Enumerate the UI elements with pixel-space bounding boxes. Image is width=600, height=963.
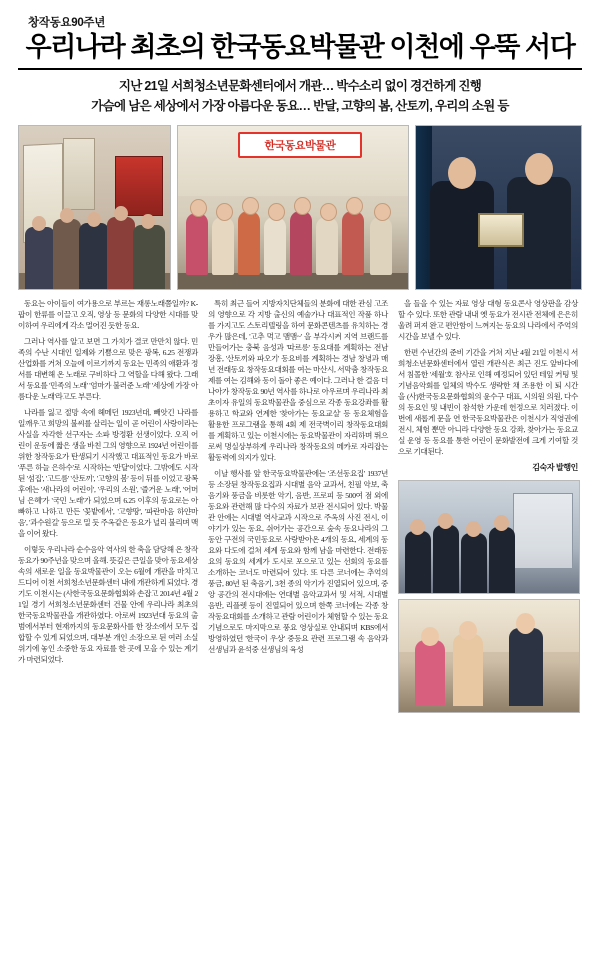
child-head	[320, 203, 337, 221]
person-head	[87, 212, 101, 227]
man-head	[410, 519, 425, 535]
child-figure	[186, 213, 208, 275]
person-figure	[79, 223, 109, 289]
stage-floor	[178, 273, 408, 289]
child-figure	[415, 640, 445, 706]
person-figure	[107, 217, 135, 289]
museum-banner-text: 한국동요박물관	[238, 132, 362, 158]
person-figure	[25, 227, 55, 289]
child-head	[242, 197, 259, 215]
child-figure	[342, 211, 364, 275]
man-figure	[405, 531, 431, 593]
child-head	[346, 197, 363, 215]
man-head-right	[525, 153, 553, 185]
child-head	[459, 621, 477, 640]
child-figure	[290, 211, 312, 275]
paragraph: 한편 수년간의 준비 기간을 거쳐 지난 4월 21일 이천시 서희청소년문화센터에서 열린 개관식은 최근 진도 앞바다에서 침몰한 '세월'호 참사로 인해 예정되어 있던 테잎 커팅 및 기념음악회를 일체의 박수도 생략한 채 조용한 이 퇴 시간을 (사)한국동요문화협회의 윤수구 대표, 시의원 의원, 다수의 동요인 및 내빈이 참석한 가운데 헌정으로 치러졌다. 이번에 새롭게 문을 연 한국동요박물관은 이천시가 직영권에 전시, 체험 뿐만 아니라 다양한 동요 강좌, 찾아가는 동요교실 운영 등 동요를 통한 어린이 문화발전에 크게 기여할 것으로 기대된다.	[398, 347, 578, 456]
man-head	[466, 521, 481, 537]
article-body	[18, 298, 582, 713]
paragraph: 특히 최근 들어 지방자치단체들의 분화에 대한 관심 고조의 영향으로 각 지방 출신의 예술가나 대표적인 작품 하나를 가지고도 스토리텔링을 하여 문화콘텐츠를 유치하는 경우가 많은데, '고추 먹고 맴맴~' 을 부각시켜 지역 브랜드를 만들어가는 충북 음성과 '따르릉' 동요대를 계획하는 전남 장흥, '산토끼와 파오기' 동요비를 계획하는 경남 창녕과 매년 전래동요 창작동요대회를 여는 마산시, 서막춤 창작동요제를 여는 김해와 동이 돌아 좋은 예이다. 그러나 한 걸음 더 나아가 창작동요 90년 역사를 하나로 아우르며 우리나라 최초이자 유일의 동요박물관을 중심으로 각종 동요강좌를 활용하고 학교와 연계한 '찾아가는 동요교실' 등 동요체험을 활용한 프로그램을 통해 4회 제 전국벽이리 창작동요대회를 계획하고 있는 이천시에는 동요박물관이 자리하며 뛰으로써 명실상부하게 우리나라 창작동요의 메카로 자리잡는 활동력에 의지가 있다.	[208, 298, 388, 462]
wall-banner-mid	[63, 138, 95, 210]
paragraph: 이렇듯 우리나라 순수음악 역사의 한 축을 담당해 온 창작동요가 90주년을 맞으며 올해. 뜻깊은 큰일을 맞아 동요세상속의 새로운 일을 동요박물관이 오는 6월에 개관을 마치고 드디어 이천 서희청소년문화센터 내에 개관하게 되었다. 경기도 이천시는 (사한국동요문화협회와 손잡고 2014년 4월 21일 경기 서희청소년문화센터 건물 안에 우리나라 최초의 한국동요박물관을 개관하였다. 아로써 1923년대 동요의 출범에서부터 현재까지의 동요문화사를 한 장소에서 모두 집합할 수 있게 되었으며, 대부분 개인 소장으로 된 여러 소실 위기에 놓인 소중한 동요 자료를 한 곳에 모을 수 있는 계기가 마련되었다.	[18, 544, 198, 664]
kicker-text: 창작동요90주년	[28, 17, 106, 29]
child-head	[421, 627, 439, 646]
article-column-1	[18, 298, 198, 713]
subhead-line-1: 지난 21일 서희청소년문화센터에서 개관… 박수소리 없이 경건하게 진행	[118, 79, 482, 94]
child-head	[374, 203, 391, 221]
child-figure	[238, 211, 260, 275]
child-figure	[370, 217, 392, 275]
byline: 김숙자 발행인	[532, 462, 578, 472]
person-head	[114, 206, 128, 221]
adult-head	[516, 613, 535, 634]
column-photos	[398, 480, 578, 713]
man-head	[494, 515, 509, 531]
man-figure	[433, 525, 459, 593]
child-figure	[316, 217, 338, 275]
photo-officials-touring-exhibit	[398, 480, 580, 594]
paragraph: 그러나 역사를 알고 보면 그 가치가 결코 만만치 않다. 민족의 수난 시대인 일제와 기쁨으로 맞은 광복, 6.25 전쟁과 산업화를 거쳐 오늘에 이르기까지 동요는 민족의 애환과 정서를 대변해 온 노래로 구비하다 그 역할을 다해 왔다. 그래서 동요를 '민족의 노래' '엄마가 불러준 노래' '세상에 가장 아름다운 노래'라고도 부른다.	[18, 336, 198, 401]
person-figure	[53, 219, 81, 289]
adult-figure	[509, 628, 543, 706]
photo-plaque-presentation	[415, 125, 582, 290]
photo-children-chorus-performance	[177, 125, 409, 290]
article-column-2	[208, 298, 388, 713]
display-case	[513, 493, 573, 569]
child-head	[190, 199, 207, 217]
man-head-left	[448, 157, 476, 189]
person-head	[60, 208, 74, 223]
child-figure	[264, 217, 286, 275]
paragraph: 동요는 아이들이 여가용으로 부르는 재롱노래쯤일까? K-팝이 한류를 이끌고 오직, 영상 등 문화의 다양한 시대를 맞이하여 우리에게 각소 멀어진 듯한 동요.	[18, 298, 198, 330]
subhead-line-2: 가슴에 남은 세상에서 가장 아름다운 동요… 반달, 고향의 봄, 산토끼, 우리의 소원 등	[91, 98, 509, 113]
man-figure	[489, 527, 515, 593]
person-head	[32, 216, 46, 231]
paragraph: 나라를 잃고 절망 속에 헤메던 1923년대, 빼앗긴 나라를 일깨우고 희망의 불씨를 살리는 일이 곧 어린이 사랑이라는 사실을 자각한 선구자는 소파 방정환 선생이었다. 오직 어린이 운동에 짧은 생을 바친 그의 영향으로 1924년 어린이를 위한 창작동요가 탄생되기 시작했고 대표적인 동요가 바로 '푸른 하늘 은하수'로 시작하는 '반달'이었다. 그밖에도 시작된 '섬집', '고드름' '산토끼', '고향의 봄' 등이 뒤를 이었고 광복 후에는 '새나라의 어린이', '우리의 소원', '즐거운 노래', '어머님 은혜'가 '국민 노래'가 되었으며 6.25 이후의 동요로는 아빠하고 나하고 만든 '꽃밭에서', '고향땅', '파란마음 하얀마음', '과수원길' 등으로 밀 듯 주옥같은 동요가 널리 불리며 맥을 이어 왔다.	[18, 407, 198, 538]
child-head	[294, 197, 311, 215]
article-column-3	[398, 298, 578, 713]
page-title: 우리나라 최초의 한국동요박물관 이천에 우뚝 서다	[25, 32, 575, 62]
headline-divider	[18, 68, 582, 70]
photo-band	[18, 125, 582, 290]
award-plaque	[478, 213, 524, 247]
man-head	[438, 513, 453, 529]
photo-children-viewing-exhibit	[398, 599, 580, 713]
child-figure	[453, 634, 483, 706]
man-figure	[461, 533, 487, 593]
subhead-block	[18, 77, 582, 116]
person-head	[141, 214, 155, 229]
paragraph: 을 들을 수 있는 자료 영상 대형 동요콘사 영상판을 감상할 수 있다. 또한 관람 내내 옛 동요가 전시관 전체에 은은히 울려 퍼져 완고 편안함이 느껴지는 동요의 나라에서 주억의 시간을 보낼 수 있다.	[398, 298, 578, 341]
person-figure	[133, 225, 165, 289]
child-head	[268, 203, 285, 221]
paragraph: 이날 행사를 앞 한국동요박물관에는 '조선동요집' 1937년 등 소장된 창작동요집과 시대별 음악 교과서, 친필 악보, 축음기와 풍금을 비롯한 악기, 음반, 프로피 등 500여 점 외에 동요와 관련해 많 다수의 자료가 보관 전시되어 있다. 박물관 안에는 시대별 역사교과 시작으로 주옥의 사진 전시, 이야기가 있는 동요, 쉬어가는 공간으로 숲속 동요나라의 그동안 구전의 국민동요로 사랑받아온 4개의 동요, 세계의 동요와 다도에 걸쳐 세계 동요와 함께 남을 마련한다. 전래동요의 동요의 세계가 도시로 포으로고 있는 선회의 동요를 소개하는 코너도 마련되어 있다. 또 다른 코너에는 추억의 풍금, 80년 된 축음기, 3천 종의 악기가 진열되어 있으며, 중앙 공간의 전시대에는 연대별 음악교과서 및 서적, 시대별 음반, 리플렛 등이 진열되어 있으며 한쪽 코너에는 각종 창작동요대회를 소개하고 관람 어린이가 체험할 수 있는 동요 기념으로도 마지막으로 풍요 영상실로 안내되며 KBS에서 방영하였던 '한국이 우상' 중등요 관련 프로그램 속 음악과 선생님과 윤석중 선생님의 육성	[208, 468, 388, 654]
child-figure	[212, 217, 234, 275]
photo-museum-opening-guests	[18, 125, 171, 290]
child-head	[216, 203, 233, 221]
